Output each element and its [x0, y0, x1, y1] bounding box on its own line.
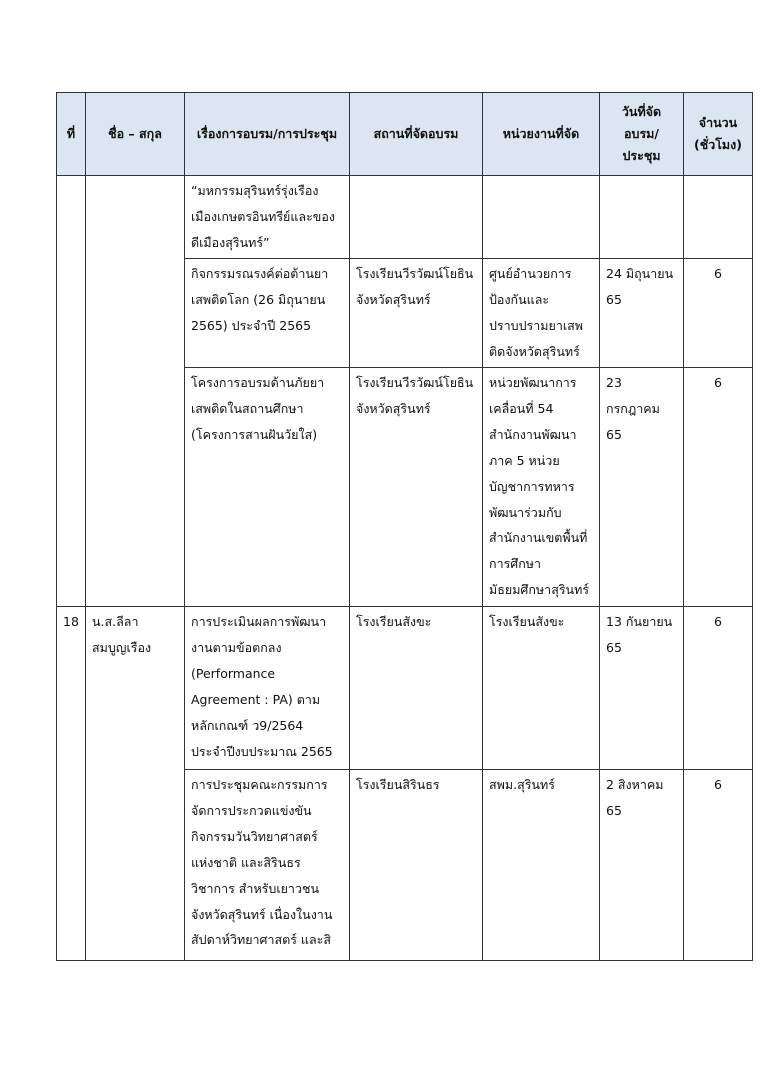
- cell-topic-line: กิจกรรมรณรงค์ต่อต้านยา: [191, 266, 329, 281]
- cell-date-line: 13 กันยายน: [606, 614, 673, 629]
- header-date-line: อบรม/: [624, 126, 659, 141]
- cell-date-line: 65: [606, 802, 622, 818]
- cell-organizer-line: ปราบปรามยาเสพ: [489, 317, 583, 333]
- cell-organizer: [483, 368, 600, 607]
- cell-place: [350, 259, 483, 368]
- cell-hours: 6: [684, 259, 753, 368]
- header-date-line: วันที่จัด: [621, 104, 662, 119]
- cell-topic-line: วิชาการ สำหรับเยาวชน: [191, 880, 319, 896]
- cell-organizer: [483, 770, 600, 961]
- header-date-line: ประชุม: [622, 148, 661, 163]
- cell-topic-line: หลักเกณฑ์ ว9/2564: [191, 717, 304, 733]
- header-name: ชื่อ – สกุล: [86, 93, 185, 176]
- cell-no: 18: [57, 607, 86, 961]
- cell-topic-line: แห่งชาติ และสิรินธร: [191, 854, 301, 870]
- cell-place-line: โรงเรียนสิรินธร: [356, 777, 440, 792]
- cell-organizer-line: ภาค 5 หน่วย: [489, 452, 560, 468]
- cell-topic-line: ประจำปีงบประมาณ 2565: [191, 743, 333, 759]
- table-header-row: [57, 93, 753, 176]
- cell-topic-line: กิจกรรมวันวิทยาศาสตร์: [191, 828, 318, 844]
- cell-place-line: โรงเรียนวีรวัฒน์โยธิน: [356, 375, 474, 390]
- cell-place-line: จังหวัดสุรินทร์: [356, 400, 431, 416]
- cell-topic-line: 2565) ประจำปี 2565: [191, 317, 312, 333]
- cell-topic-line: Agreement : PA) ตาม: [191, 691, 321, 707]
- cell-organizer-line: โรงเรียนสังขะ: [489, 614, 565, 629]
- cell-topic-line: จังหวัดสุรินทร์ เนื่องในงาน: [191, 906, 333, 922]
- cell-topic-line: เมืองเกษตรอินทรีย์และของ: [191, 208, 335, 224]
- table-row: [57, 607, 753, 770]
- cell-topic: [185, 176, 350, 259]
- cell-hours: 6: [684, 368, 753, 607]
- cell-organizer-line: เคลื่อนที่ 54: [489, 400, 554, 416]
- cell-hours: [684, 176, 753, 259]
- cell-place: [350, 770, 483, 961]
- table-body: [57, 176, 753, 961]
- cell-date: [600, 259, 684, 368]
- cell-date: [600, 176, 684, 259]
- cell-topic-line: การประเมินผลการพัฒนา: [191, 614, 327, 629]
- header-no: ที่: [57, 93, 86, 176]
- cell-organizer-line: ป้องกันและ: [489, 291, 550, 307]
- header-hours: [684, 93, 753, 176]
- cell-organizer-line: ติดจังหวัดสุรินทร์: [489, 343, 580, 359]
- cell-date: [600, 770, 684, 961]
- cell-organizer-line: หน่วยพัฒนาการ: [489, 375, 577, 390]
- cell-place-line: จังหวัดสุรินทร์: [356, 291, 431, 307]
- cell-topic: [185, 607, 350, 770]
- cell-topic-line: เสพติดในสถานศึกษา: [191, 400, 304, 416]
- cell-date-line: 2 สิงหาคม: [606, 777, 664, 792]
- header-organizer: หน่วยงานที่จัด: [483, 93, 600, 176]
- cell-topic-line: งานตามข้อตกลง: [191, 639, 282, 655]
- cell-no: [57, 176, 86, 607]
- cell-topic: [185, 368, 350, 607]
- cell-organizer-line: สำนักงานเขตพื้นที่: [489, 530, 588, 546]
- cell-organizer-line: สพม.สุรินทร์: [489, 777, 555, 792]
- cell-date: [600, 368, 684, 607]
- cell-topic: [185, 259, 350, 368]
- cell-date-line: 65: [606, 426, 622, 442]
- cell-hours: 6: [684, 770, 753, 961]
- cell-name-line: สมบูญเรือง: [92, 639, 152, 655]
- cell-name: [86, 176, 185, 607]
- cell-hours: 6: [684, 607, 753, 770]
- cell-date-line: กรกฎาคม: [606, 400, 660, 416]
- cell-name: [86, 607, 185, 961]
- cell-organizer-line: สำนักงานพัฒนา: [489, 426, 577, 442]
- header-hours-line: (ชั่วโมง): [694, 137, 742, 152]
- cell-topic-line: (Performance: [191, 665, 276, 681]
- cell-place: [350, 176, 483, 259]
- cell-place-line: โรงเรียนวีรวัฒน์โยธิน: [356, 266, 474, 281]
- cell-place-line: โรงเรียนสังขะ: [356, 614, 432, 629]
- header-hours-line: จำนวน: [698, 115, 738, 130]
- training-table: [56, 92, 753, 961]
- cell-name-line: น.ส.ลีลา: [92, 614, 139, 629]
- cell-topic: [185, 770, 350, 961]
- cell-topic-line: ดีเมืองสุรินทร์”: [191, 234, 270, 250]
- cell-organizer-line: พัฒนาร่วมกับ: [489, 504, 562, 520]
- cell-organizer-line: บัญชาการทหาร: [489, 478, 575, 494]
- cell-organizer: [483, 176, 600, 259]
- cell-organizer-line: มัธยมศึกษาสุรินทร์: [489, 582, 590, 598]
- cell-topic-line: การประชุมคณะกรรมการ: [191, 777, 328, 792]
- header-date: [600, 93, 684, 176]
- cell-topic-line: เสพติดโลก (26 มิถุนายน: [191, 291, 326, 307]
- header-topic: เรื่องการอบรม/การประชุม: [185, 93, 350, 176]
- cell-date-line: 24 มิถุนายน: [606, 266, 674, 281]
- cell-topic-line: จัดการประกวดแข่งขัน: [191, 802, 312, 818]
- cell-organizer-line: การศึกษา: [489, 556, 542, 572]
- cell-date-line: 23: [606, 375, 622, 390]
- cell-date-line: 65: [606, 639, 622, 655]
- cell-topic-line: โครงการอบรมด้านภัยยา: [191, 375, 325, 390]
- cell-organizer-line: ศูนย์อำนวยการ: [489, 266, 572, 281]
- cell-topic-line: (โครงการสานฝันวัยใส): [191, 426, 318, 442]
- cell-place: [350, 368, 483, 607]
- cell-organizer: [483, 607, 600, 770]
- table-row: [57, 176, 753, 259]
- cell-organizer: [483, 259, 600, 368]
- cell-topic-line: “มหกรรมสุรินทร์รุ่งเรือง: [191, 183, 319, 198]
- cell-place: [350, 607, 483, 770]
- header-place: สถานที่จัดอบรม: [350, 93, 483, 176]
- cell-date-line: 65: [606, 291, 622, 307]
- cell-date: [600, 607, 684, 770]
- cell-topic-line: สัปดาห์วิทยาศาสตร์ และสิ: [191, 932, 331, 948]
